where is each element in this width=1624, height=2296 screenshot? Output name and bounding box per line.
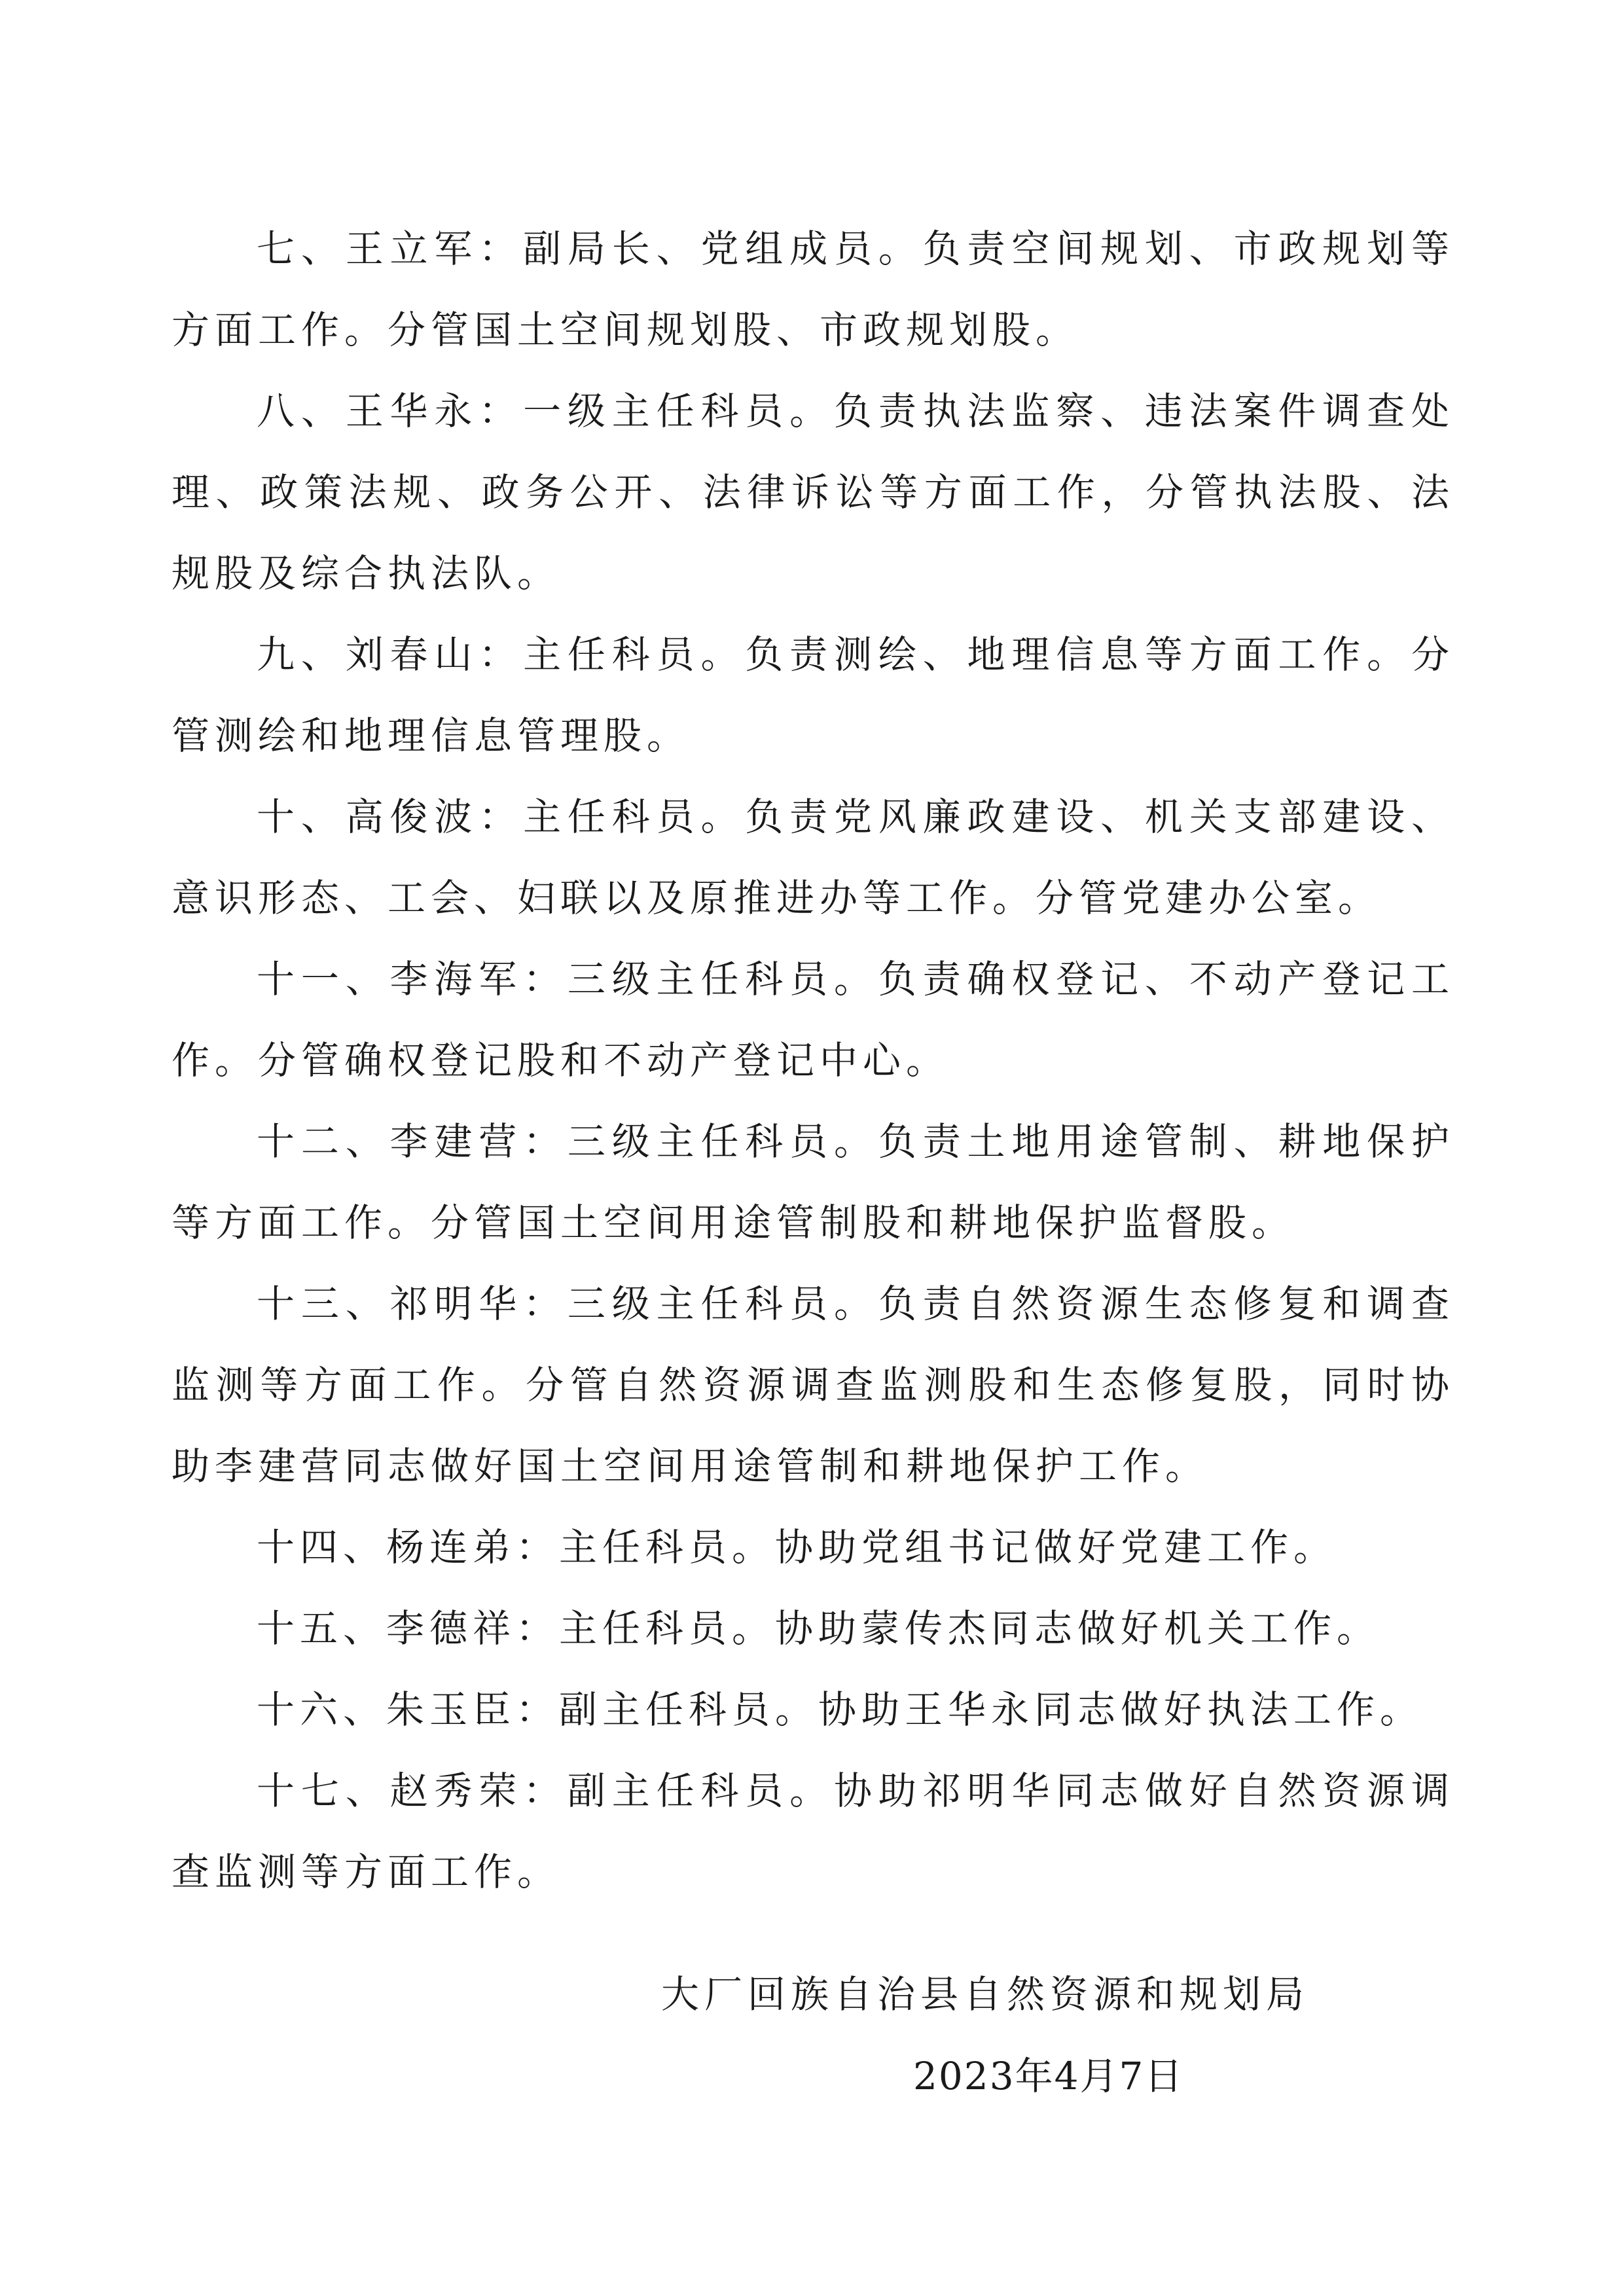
- paragraph-item-7: 七、王立军：副局长、党组成员。负责空间规划、市政规划等方面工作。分管国土空间规划股、市政规划股。: [171, 226, 1454, 352]
- issuing-organization: 大厂回族自治县自然资源和规划局: [661, 1972, 1310, 2017]
- paragraph-item-16: 十六、朱玉臣：副主任科员。协助王华永同志做好执法工作。: [257, 1687, 1424, 1732]
- paragraph-item-13: 十三、祁明华：三级主任科员。负责自然资源生态修复和调查监测等方面工作。分管自然资源调查监测股和生态修复股，同时协助李建营同志做好国土空间用途管制和耕地保护工作。: [171, 1282, 1454, 1488]
- paragraph-item-14: 十四、杨连弟：主任科员。协助党组书记做好党建工作。: [257, 1525, 1337, 1570]
- paragraph-item-9: 九、刘春山：主任科员。负责测绘、地理信息等方面工作。分管测绘和地理信息管理股。: [171, 632, 1454, 758]
- paragraph-item-8: 八、王华永：一级主任科员。负责执法监察、违法案件调查处理、政策法规、政务公开、法律诉讼等方面工作，分管执法股、法规股及综合执法队。: [171, 389, 1454, 596]
- document-body: [171, 208, 1454, 1912]
- paragraph-item-17: 十七、赵秀荣：副主任科员。协助祁明华同志做好自然资源调查监测等方面工作。: [171, 1768, 1454, 1894]
- paragraph-item-10: 十、高俊波：主任科员。负责党风廉政建设、机关支部建设、意识形态、工会、妇联以及原推进办等工作。分管党建办公室。: [171, 795, 1454, 920]
- paragraph-item-15: 十五、李德祥：主任科员。协助蒙传杰同志做好机关工作。: [257, 1606, 1380, 1651]
- issue-date: 2023年4月7日: [913, 2054, 1184, 2098]
- paragraph-item-12: 十二、李建营：三级主任科员。负责土地用途管制、耕地保护等方面工作。分管国土空间用途管制股和耕地保护监督股。: [171, 1119, 1454, 1245]
- paragraph-item-11: 十一、李海军：三级主任科员。负责确权登记、不动产登记工作。分管确权登记股和不动产登记中心。: [171, 957, 1454, 1083]
